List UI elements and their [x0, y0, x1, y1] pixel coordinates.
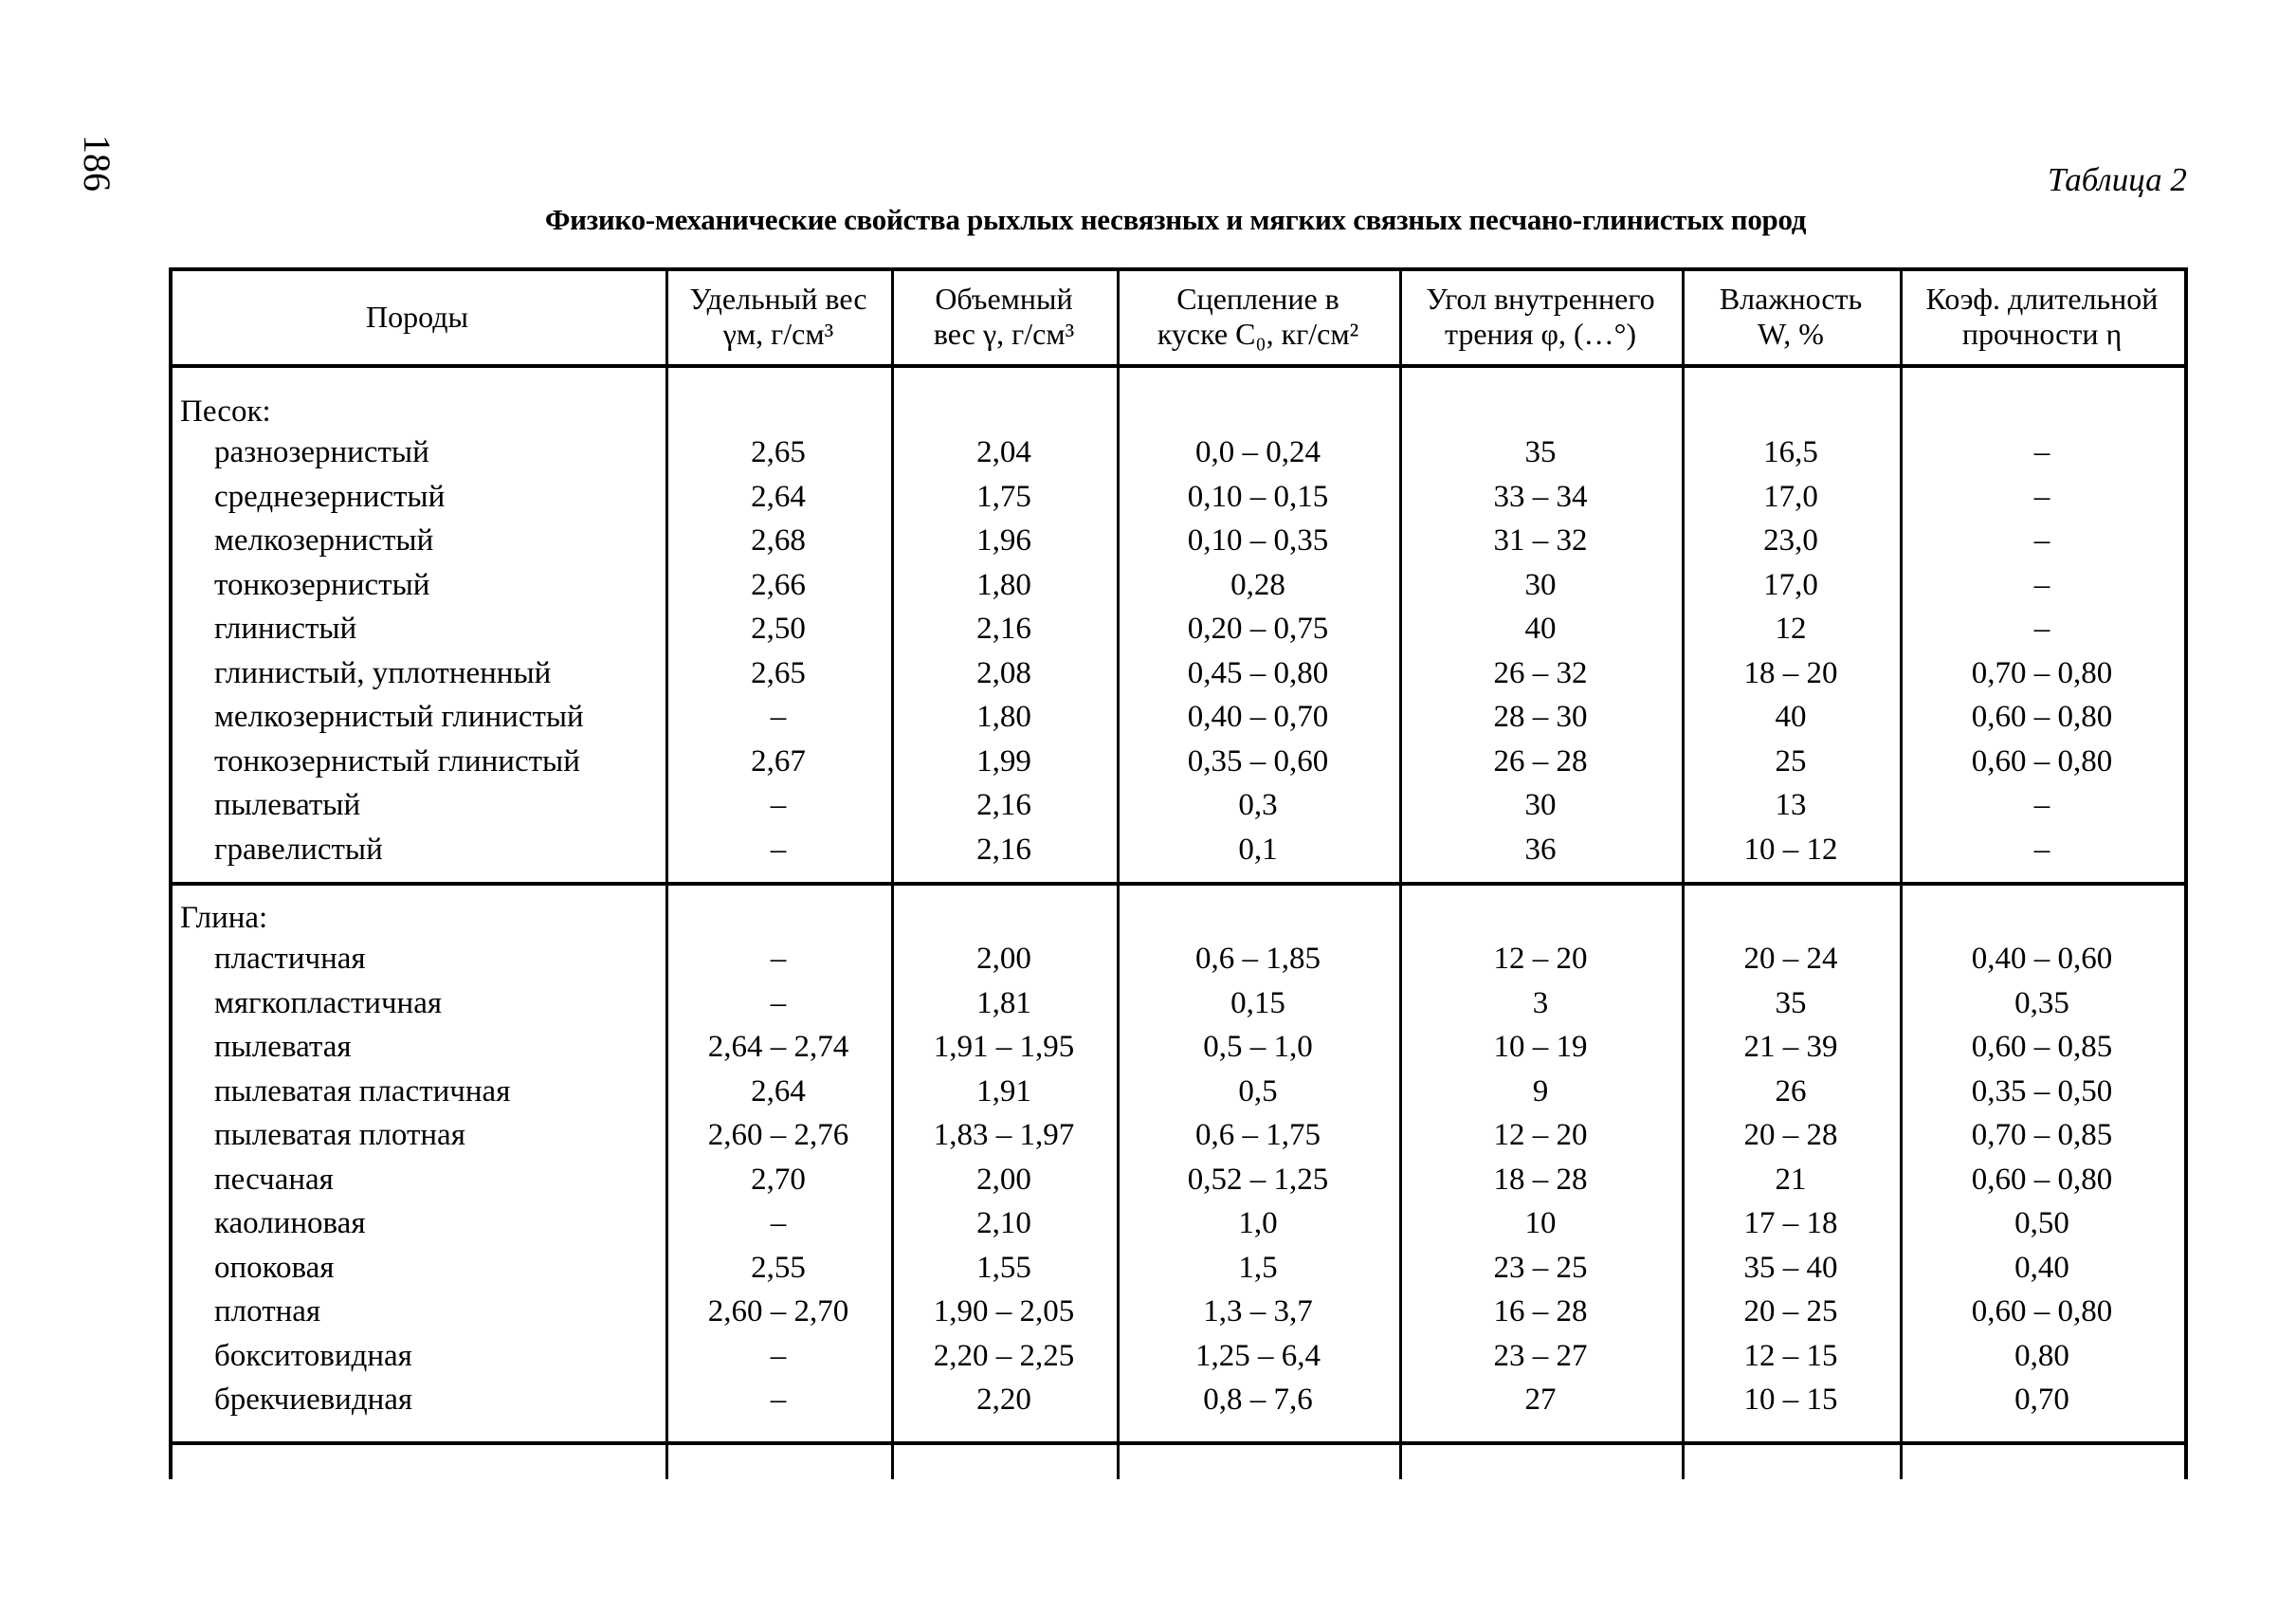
- value-cell: 0,10 – 0,15: [1187, 479, 1329, 514]
- value-cell: 0,70: [2014, 1383, 2069, 1417]
- value-cell: 2,00: [976, 1162, 1031, 1197]
- header-cohesion: [1117, 273, 1399, 360]
- value-cell: –: [2033, 788, 2050, 822]
- value-cell: 0,35 – 0,50: [1971, 1073, 2113, 1108]
- value-cell: –: [2033, 479, 2050, 514]
- header-bulk-weight: [891, 273, 1117, 360]
- rock-name-cell: мелкозернистый глинистый: [214, 700, 584, 734]
- value-cell: 2,70: [751, 1162, 806, 1197]
- value-cell: 30: [1524, 567, 1557, 602]
- value-cell: –: [770, 700, 787, 734]
- value-cell: 1,90 – 2,05: [933, 1294, 1075, 1328]
- value-cell: 0,80: [2014, 1338, 2069, 1373]
- header-line: Угол внутреннего: [1426, 282, 1655, 316]
- value-cell: 12 – 20: [1493, 1118, 1588, 1152]
- value-cell: 2,00: [976, 942, 1031, 976]
- value-cell: –: [770, 788, 787, 822]
- value-cell: 0,60 – 0,80: [1971, 743, 2113, 779]
- value-cell: 0,35: [2014, 985, 2069, 1020]
- value-cell: 23 – 25: [1493, 1250, 1588, 1285]
- value-cell: 33 – 34: [1493, 479, 1588, 514]
- value-cell: 17,0: [1763, 567, 1818, 602]
- value-cell: 35 – 40: [1743, 1250, 1838, 1285]
- value-cell: 21 – 39: [1743, 1030, 1838, 1064]
- table-row: [169, 607, 2188, 650]
- rock-name-cell: мелкозернистый: [214, 523, 434, 558]
- rock-name-cell: брекчиевидная: [214, 1383, 413, 1417]
- value-cell: 13: [1775, 788, 1807, 822]
- value-cell: –: [770, 832, 787, 867]
- header-line: Объемный: [935, 282, 1073, 316]
- value-cell: 2,04: [976, 435, 1031, 469]
- rock-name-cell: мягкопластичная: [214, 985, 443, 1020]
- header-line: γм, г/см³: [722, 317, 834, 351]
- rock-name-cell: тонкозернистый: [214, 567, 430, 602]
- value-cell: 23,0: [1763, 523, 1818, 558]
- value-cell: 16,5: [1763, 435, 1818, 469]
- header-specific-weight: [665, 273, 891, 360]
- value-cell: 0,40 – 0,70: [1187, 700, 1329, 734]
- header-line: Сцепление в: [1176, 282, 1339, 316]
- table-row: [169, 1201, 2188, 1245]
- value-cell: 0,60 – 0,85: [1971, 1030, 2113, 1064]
- value-cell: –: [770, 1206, 787, 1240]
- value-cell: 12 – 20: [1493, 942, 1588, 976]
- value-cell: 9: [1532, 1073, 1549, 1108]
- value-cell: 18 – 20: [1743, 655, 1838, 690]
- value-cell: 10: [1524, 1206, 1557, 1240]
- header-strength-coefficient: [1900, 273, 2184, 360]
- value-cell: 0,20 – 0,75: [1187, 612, 1329, 646]
- value-cell: 1,81: [976, 985, 1031, 1020]
- header-line: прочности η: [1961, 317, 2123, 351]
- value-cell: 2,64: [751, 479, 806, 514]
- value-cell: –: [770, 1338, 787, 1373]
- value-cell: 1,25 – 6,4: [1195, 1338, 1321, 1373]
- value-cell: 10 – 15: [1743, 1383, 1838, 1417]
- value-cell: 10 – 12: [1743, 832, 1838, 867]
- value-cell: 20 – 24: [1743, 942, 1838, 976]
- table-row: [169, 1158, 2188, 1201]
- rock-name-cell: гравелистый: [214, 832, 383, 867]
- page-number: 186: [76, 135, 118, 192]
- value-cell: 3: [1532, 985, 1549, 1020]
- table-bottom-rule: [169, 1441, 2188, 1445]
- value-cell: 1,91: [976, 1073, 1031, 1108]
- table-row: [169, 1070, 2188, 1113]
- group-label-sand: Песок:: [180, 394, 271, 429]
- header-line: трения φ, (…°): [1444, 317, 1637, 351]
- header-line: куске C₀, кг/см²: [1157, 317, 1359, 351]
- value-cell: 1,80: [976, 567, 1031, 602]
- value-cell: 23 – 27: [1493, 1338, 1588, 1373]
- value-cell: 0,28: [1230, 567, 1285, 602]
- value-cell: 1,5: [1238, 1250, 1278, 1285]
- value-cell: 0,50: [2014, 1206, 2069, 1240]
- table-row: [169, 1290, 2188, 1333]
- value-cell: 2,20: [976, 1383, 1031, 1417]
- value-cell: 0,8 – 7,6: [1203, 1383, 1313, 1417]
- table-row: [169, 430, 2188, 474]
- value-cell: –: [2033, 832, 2050, 867]
- table-row: [169, 695, 2188, 739]
- value-cell: 1,91 – 1,95: [933, 1030, 1075, 1064]
- value-cell: –: [770, 942, 787, 976]
- value-cell: 10 – 19: [1493, 1030, 1588, 1064]
- header-moisture: [1682, 273, 1900, 360]
- value-cell: 2,16: [976, 612, 1031, 646]
- rock-name-cell: пылеватая пластичная: [214, 1073, 511, 1108]
- value-cell: 18 – 28: [1493, 1162, 1588, 1197]
- value-cell: 36: [1524, 832, 1557, 867]
- value-cell: 20 – 28: [1743, 1118, 1838, 1152]
- value-cell: 20 – 25: [1743, 1294, 1838, 1328]
- rock-name-cell: плотная: [214, 1294, 321, 1328]
- value-cell: 31 – 32: [1493, 523, 1588, 558]
- rock-name-cell: каолиновая: [214, 1206, 366, 1240]
- table-row: [169, 1334, 2188, 1378]
- rock-name-cell: песчаная: [214, 1162, 334, 1197]
- table-row: [169, 740, 2188, 783]
- table-row: [169, 1246, 2188, 1290]
- value-cell: 2,16: [976, 788, 1031, 822]
- table-row: [169, 1378, 2188, 1421]
- value-cell: 2,65: [751, 655, 806, 690]
- value-cell: 0,40 – 0,60: [1971, 942, 2113, 976]
- rock-name-cell: тонкозернистый глинистый: [214, 743, 580, 779]
- value-cell: 0,35 – 0,60: [1187, 743, 1329, 779]
- table-row: [169, 937, 2188, 980]
- header-bottom-rule: [169, 364, 2188, 368]
- value-cell: 21: [1775, 1162, 1807, 1197]
- value-cell: 2,66: [751, 567, 806, 602]
- rock-name-cell: пылеватый: [214, 788, 361, 822]
- table-row: [169, 519, 2188, 562]
- rock-name-cell: глинистый, уплотненный: [214, 655, 552, 690]
- table-row: [169, 1113, 2188, 1157]
- value-cell: –: [2033, 523, 2050, 558]
- value-cell: 40: [1524, 612, 1557, 646]
- value-cell: 2,64: [751, 1073, 806, 1108]
- header-rocks: [169, 273, 665, 360]
- value-cell: –: [770, 1383, 787, 1417]
- value-cell: 26 – 28: [1493, 743, 1588, 779]
- value-cell: 2,55: [751, 1250, 806, 1285]
- value-cell: 1,55: [976, 1250, 1031, 1285]
- table-row: [169, 1025, 2188, 1069]
- value-cell: –: [770, 985, 787, 1020]
- rock-name-cell: бокситовидная: [214, 1338, 412, 1373]
- table-row: [169, 981, 2188, 1025]
- value-cell: 2,67: [751, 743, 806, 779]
- header-friction-angle: [1399, 273, 1682, 360]
- header-line: Коэф. длительной: [1925, 282, 2159, 316]
- value-cell: 35: [1775, 985, 1807, 1020]
- value-cell: 2,20 – 2,25: [933, 1338, 1075, 1373]
- rock-name-cell: разнозернистый: [214, 435, 429, 469]
- value-cell: –: [2033, 567, 2050, 602]
- value-cell: 1,3 – 3,7: [1203, 1294, 1313, 1328]
- value-cell: 0,15: [1230, 985, 1285, 1020]
- value-cell: 16 – 28: [1493, 1294, 1588, 1328]
- value-cell: 2,68: [751, 523, 806, 558]
- rock-name-cell: глинистый: [214, 612, 357, 646]
- value-cell: 1,96: [976, 523, 1031, 558]
- value-cell: 0,3: [1238, 788, 1278, 822]
- value-cell: 2,64 – 2,74: [707, 1030, 849, 1064]
- header-line: Удельный вес: [689, 282, 867, 316]
- value-cell: 26 – 32: [1493, 655, 1588, 690]
- value-cell: 2,08: [976, 655, 1031, 690]
- value-cell: 1,80: [976, 700, 1031, 734]
- value-cell: 0,5 – 1,0: [1203, 1030, 1313, 1064]
- rock-name-cell: пылеватая: [214, 1030, 352, 1064]
- rock-name-cell: пластичная: [214, 942, 366, 976]
- value-cell: –: [2033, 435, 2050, 469]
- value-cell: 1,75: [976, 479, 1031, 514]
- value-cell: 2,50: [751, 612, 806, 646]
- header-line: Влажность: [1719, 282, 1863, 316]
- header-line: вес γ, г/см³: [933, 317, 1075, 351]
- value-cell: 25: [1775, 743, 1807, 779]
- value-cell: 12: [1775, 612, 1807, 646]
- value-cell: 2,16: [976, 832, 1031, 867]
- table-row: [169, 563, 2188, 607]
- value-cell: 0,6 – 1,85: [1195, 942, 1321, 976]
- value-cell: 17 – 18: [1743, 1206, 1838, 1240]
- value-cell: 0,0 – 0,24: [1195, 435, 1321, 469]
- table-top-rule: [169, 267, 2188, 271]
- value-cell: 0,45 – 0,80: [1187, 655, 1329, 690]
- value-cell: 0,60 – 0,80: [1971, 1162, 2113, 1197]
- value-cell: 0,60 – 0,80: [1971, 700, 2113, 734]
- value-cell: 0,6 – 1,75: [1195, 1118, 1321, 1152]
- rock-name-cell: среднезернистый: [214, 479, 446, 514]
- value-cell: 2,10: [976, 1206, 1031, 1240]
- value-cell: 35: [1524, 435, 1557, 469]
- group-divider-rule: [169, 882, 2188, 886]
- rock-name-cell: опоковая: [214, 1250, 335, 1285]
- value-cell: 0,70 – 0,85: [1971, 1118, 2113, 1152]
- value-cell: 2,60 – 2,70: [707, 1294, 849, 1328]
- value-cell: 17,0: [1763, 479, 1818, 514]
- value-cell: 1,99: [976, 743, 1031, 779]
- value-cell: 2,65: [751, 435, 806, 469]
- value-cell: 40: [1775, 700, 1807, 734]
- value-cell: 0,60 – 0,80: [1971, 1294, 2113, 1328]
- value-cell: 0,10 – 0,35: [1187, 523, 1329, 558]
- table-row: [169, 828, 2188, 871]
- rock-name-cell: пылеватая плотная: [214, 1118, 465, 1152]
- value-cell: 12 – 15: [1743, 1338, 1838, 1373]
- value-cell: 28 – 30: [1493, 700, 1588, 734]
- value-cell: 0,40: [2014, 1250, 2069, 1285]
- table-title: Физико-механические свойства рыхлых несвязных и мягких связных песчано-глинистых пород: [544, 203, 1807, 236]
- value-cell: 1,0: [1238, 1206, 1278, 1240]
- value-cell: 27: [1524, 1383, 1557, 1417]
- value-cell: 0,5: [1238, 1073, 1278, 1108]
- group-label-clay: Глина:: [180, 901, 268, 935]
- value-cell: –: [2033, 612, 2050, 646]
- value-cell: 26: [1775, 1073, 1807, 1108]
- data-table: [169, 267, 2188, 1479]
- header-rocks-label: Породы: [366, 299, 468, 334]
- value-cell: 2,60 – 2,76: [707, 1118, 849, 1152]
- table-row: [169, 475, 2188, 519]
- value-cell: 1,83 – 1,97: [933, 1118, 1075, 1152]
- table-row: [169, 783, 2188, 827]
- value-cell: 0,1: [1238, 832, 1278, 867]
- value-cell: 0,70 – 0,80: [1971, 655, 2113, 690]
- table-row: [169, 651, 2188, 695]
- value-cell: 30: [1524, 788, 1557, 822]
- header-line: W, %: [1758, 317, 1824, 351]
- table-label: Таблица 2: [2048, 161, 2187, 198]
- value-cell: 0,52 – 1,25: [1187, 1162, 1329, 1197]
